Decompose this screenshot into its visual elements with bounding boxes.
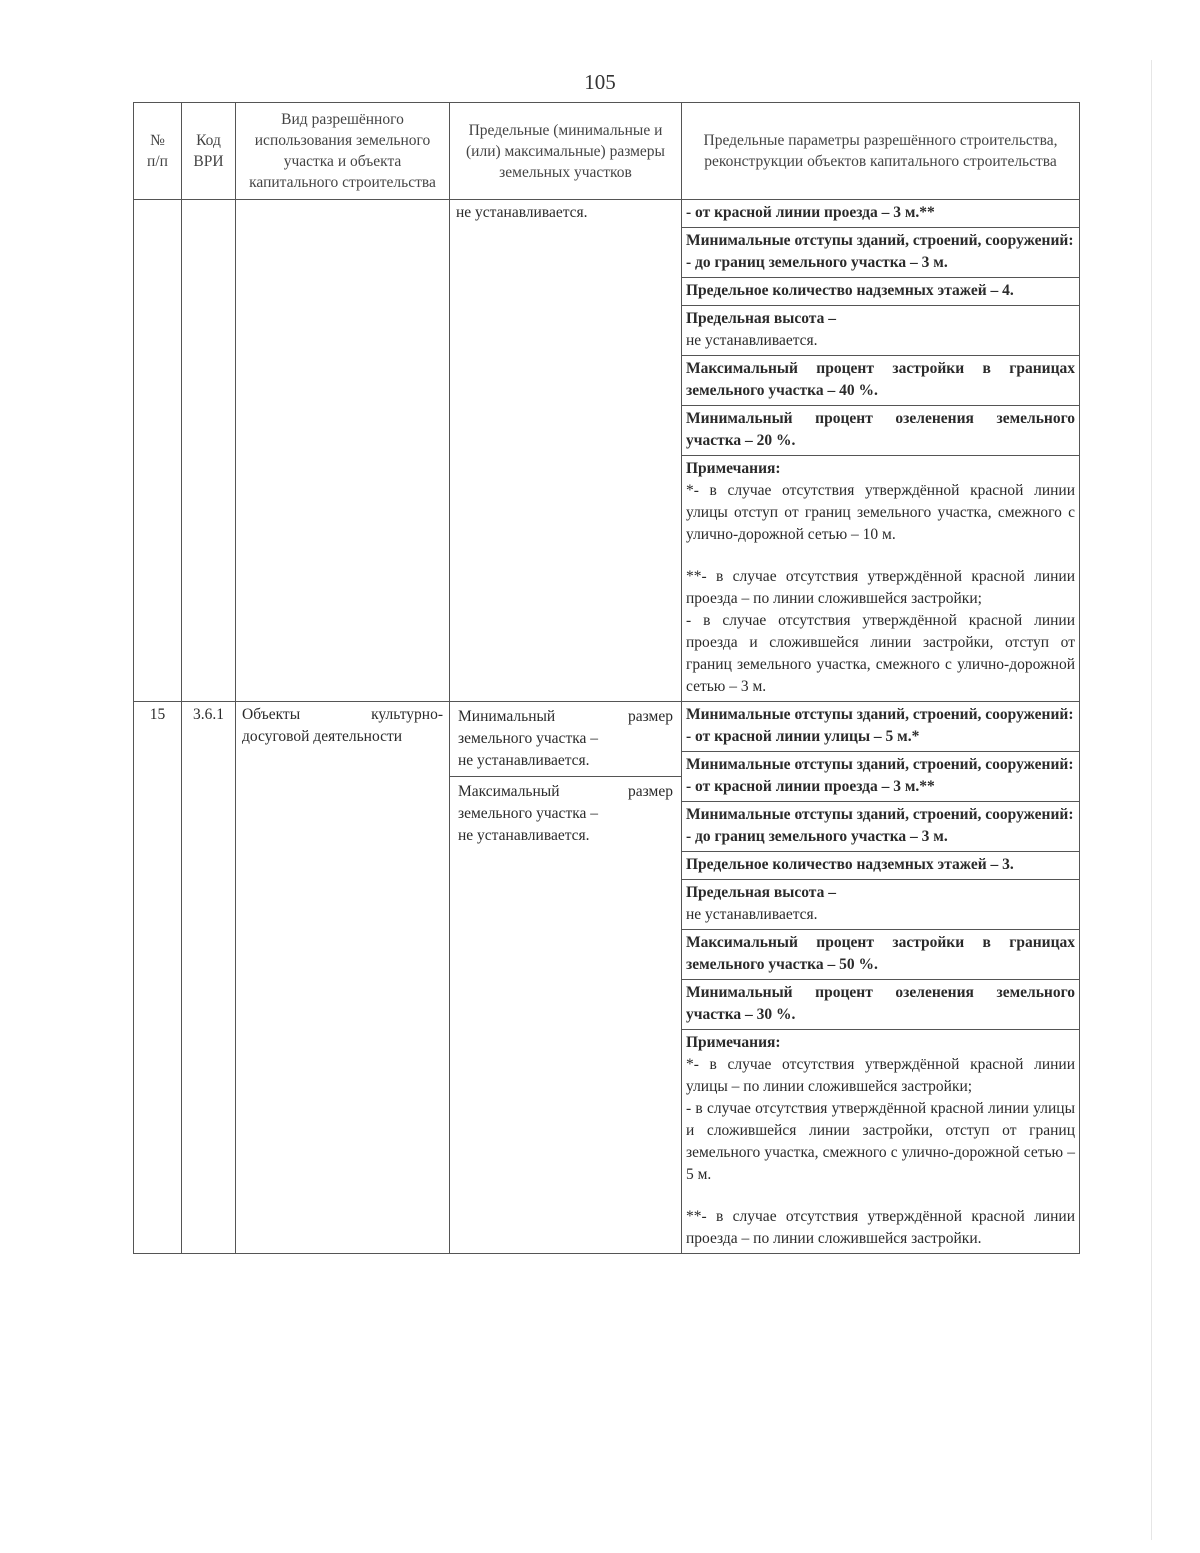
param-item (682, 356, 1079, 406)
notes-block (682, 456, 1079, 702)
cell-size-continuation (450, 200, 682, 702)
note-paragraph: **- в случае отсутствия утверждённой красной линии проезда – по линии сложившейся застройки. (686, 1208, 1075, 1247)
max-size-value: не устанавливается. (458, 827, 590, 844)
cell-params-continuation (682, 200, 1080, 702)
param-text: - от красной линии проезда – 3 м.** (686, 778, 935, 795)
cell-build-params (682, 702, 1080, 1254)
param-text: Минимальный процент озеленения земельного участка – 20 %. (686, 410, 1075, 449)
cell-code: 3.6.1 (182, 702, 236, 1254)
param-item (682, 930, 1079, 980)
cell-use-empty (236, 200, 450, 702)
table-row-continuation (134, 200, 1080, 702)
land-use-parameters-table (133, 102, 1080, 1254)
param-text: не устанавливается. (686, 332, 818, 349)
param-text: Минимальные отступы зданий, строений, сооружений: (686, 706, 1074, 723)
notes-title: Примечания: (686, 460, 781, 477)
scan-edge-line (1151, 60, 1152, 1540)
param-text: Предельное количество надземных этажей – 4. (686, 282, 1014, 299)
param-text: - до границ земельного участка – 3 м. (686, 828, 948, 845)
param-item (682, 880, 1079, 930)
table-row-15 (134, 702, 1080, 1254)
param-text: Предельная высота – (686, 884, 836, 901)
param-text: - до границ земельного участка – 3 м. (686, 254, 948, 271)
param-item (682, 752, 1079, 802)
page-number: 105 (584, 70, 616, 94)
param-item (682, 406, 1079, 456)
note-paragraph: *- в случае отсутствия утверждённой красной линии улицы – по линии сложившейся застройки; (686, 1056, 1075, 1095)
cell-num: 15 (134, 702, 182, 1254)
cell-code-empty (182, 200, 236, 702)
param-text: Максимальный процент застройки в границах земельного участка – 50 %. (686, 934, 1075, 973)
params-list (682, 702, 1079, 1253)
notes-block (682, 1030, 1079, 1254)
param-item (682, 980, 1079, 1030)
param-text: Минимальный процент озеленения земельного участка – 30 %. (686, 984, 1075, 1023)
min-size-block (450, 702, 681, 776)
max-size-label: Максимальный размер земельного участка – (458, 783, 673, 822)
params-list (682, 200, 1079, 701)
header-use-type: Вид разрешённого использования земельного участка и объекта капитального строительства (236, 103, 450, 200)
note-paragraph: **- в случае отсутствия утверждённой красной линии проезда – по линии сложившейся застройки; (686, 568, 1075, 607)
table-header-row (134, 103, 1080, 200)
max-size-block (450, 776, 681, 851)
cell-num-empty (134, 200, 182, 702)
note-paragraph: *- в случае отсутствия утверждённой красной линии улицы отступ от границ земельного участка, смежного с улично-дорожной сетью – 10 м. (686, 482, 1075, 543)
param-text: Минимальные отступы зданий, строений, сооружений: (686, 806, 1074, 823)
param-text: не устанавливается. (686, 906, 818, 923)
param-item (682, 802, 1079, 852)
param-item (682, 306, 1079, 356)
param-item (682, 278, 1079, 306)
header-build-params: Предельные параметры разрешённого строительства, реконструкции объектов капитального строительства (682, 103, 1080, 200)
param-text: - от красной линии проезда – 3 м.** (686, 204, 935, 221)
min-size-value: не устанавливается. (458, 752, 590, 769)
param-item (682, 200, 1079, 228)
param-text: Максимальный процент застройки в границах земельного участка – 40 %. (686, 360, 1075, 399)
header-num: № п/п (134, 103, 182, 200)
param-text: Минимальные отступы зданий, строений, сооружений: (686, 232, 1074, 249)
param-text: Предельное количество надземных этажей – 3. (686, 856, 1014, 873)
param-text: Минимальные отступы зданий, строений, сооружений: (686, 756, 1074, 773)
size-text: не устанавливается. (456, 204, 588, 221)
notes-title: Примечания: (686, 1034, 781, 1051)
param-item (682, 702, 1079, 752)
param-item (682, 228, 1079, 278)
header-code: Код ВРИ (182, 103, 236, 200)
note-paragraph: - в случае отсутствия утверждённой красной линии улицы и сложившейся линии застройки, отступ от границ земельного участка, смежного с улично-дорожной сетью – 5 м. (686, 1100, 1075, 1183)
note-paragraph: - в случае отсутствия утверждённой красной линии проезда и сложившейся линии застройки, отступ от границ земельного участка, смежного с улично-дорожной сетью – 3 м. (686, 612, 1075, 695)
param-text: - от красной линии улицы – 5 м.* (686, 728, 920, 745)
cell-plot-sizes (450, 702, 682, 1254)
header-plot-sizes: Предельные (минимальные и (или) максимальные) размеры земельных участков (450, 103, 682, 200)
param-text: Предельная высота – (686, 310, 836, 327)
param-item (682, 852, 1079, 880)
cell-use-type: Объекты культурно-досуговой деятельности (236, 702, 450, 1254)
min-size-label: Минимальный размер земельного участка – (458, 708, 673, 747)
